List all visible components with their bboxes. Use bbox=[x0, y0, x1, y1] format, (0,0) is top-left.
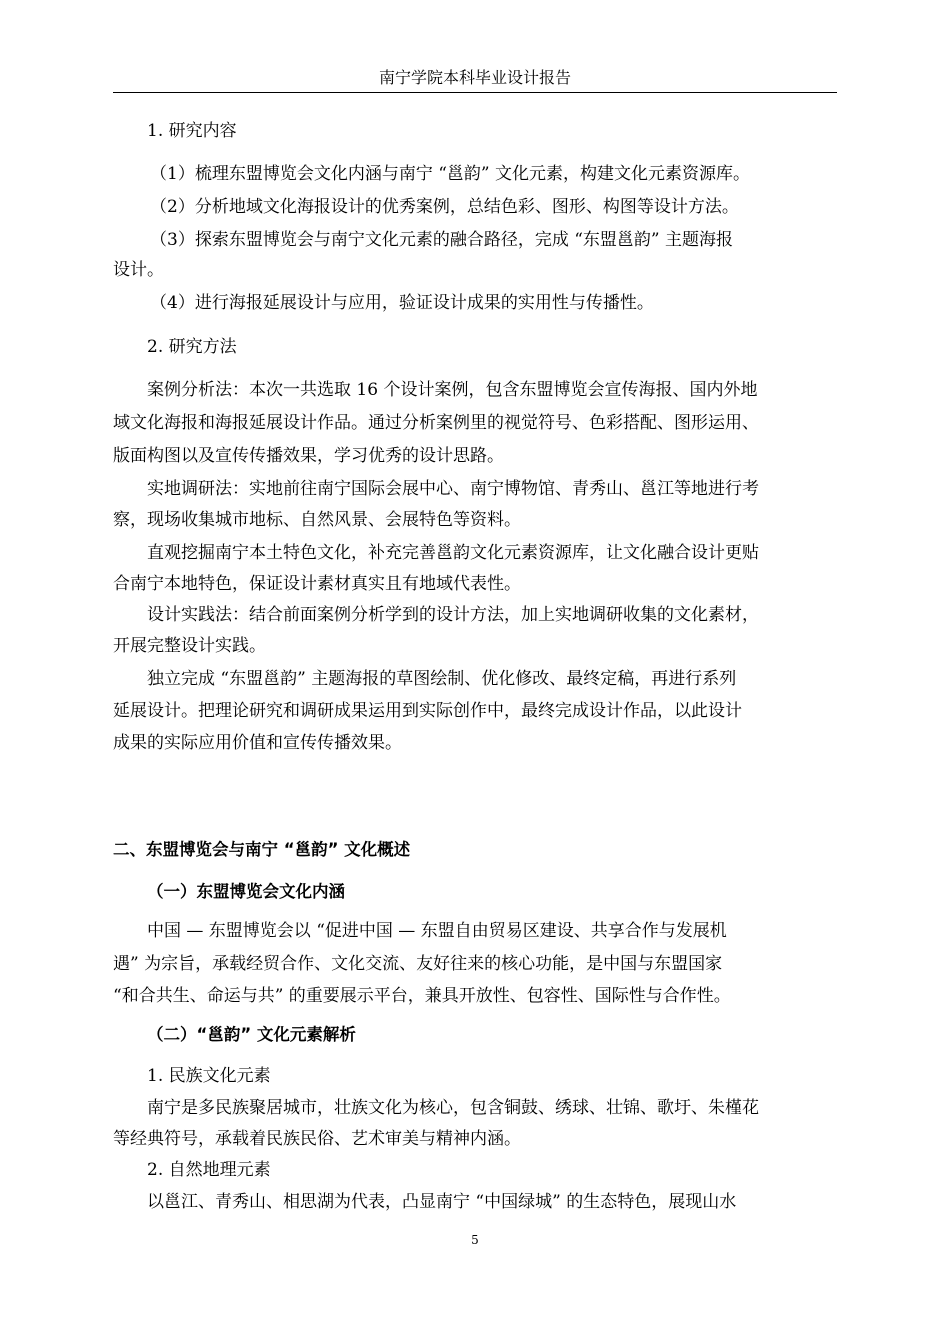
paragraph-line: 合南宁本地特色，保证设计素材真实且有地域代表性。 bbox=[113, 574, 521, 594]
paragraph-line: 设计实践法：结合前面案例分析学到的设计方法，加上实地调研收集的文化素材， bbox=[147, 605, 759, 625]
subheading-natural-geography: 2. 自然地理元素 bbox=[147, 1160, 271, 1180]
page-number: 5 bbox=[471, 1233, 479, 1247]
paragraph-line: 域文化海报和海报延展设计作品。通过分析案例里的视觉符号、色彩搭配、图形运用、 bbox=[113, 413, 759, 433]
list-item: （2）分析地域文化海报设计的优秀案例，总结色彩、图形、构图等设计方法。 bbox=[150, 197, 739, 217]
paragraph-line: 直观挖掘南宁本土特色文化，补充完善邕韵文化元素资源库，让文化融合设计更贴 bbox=[147, 543, 759, 563]
subheading-ethnic-culture: 1. 民族文化元素 bbox=[147, 1066, 271, 1086]
paragraph-line: 中国 — 东盟博览会以 “促进中国 — 东盟自由贸易区建设、共享合作与发展机 bbox=[147, 921, 727, 941]
paragraph-line: “和合共生、命运与共” 的重要展示平台，兼具开放性、包容性、国际性与合作性。 bbox=[113, 986, 731, 1006]
paragraph-line: 案例分析法：本次一共选取 16 个设计案例，包含东盟博览会宣传海报、国内外地 bbox=[147, 380, 758, 400]
paragraph-line: 开展完整设计实践。 bbox=[113, 636, 266, 656]
list-item: （3）探索东盟博览会与南宁文化元素的融合路径，完成 “东盟邕韵” 主题海报 bbox=[150, 230, 734, 250]
paragraph-line: 遇” 为宗旨，承载经贸合作、文化交流、友好往来的核心功能，是中国与东盟国家 bbox=[113, 954, 723, 974]
subheading-research-methods: 2. 研究方法 bbox=[147, 337, 237, 357]
paragraph-line: 实地调研法：实地前往南宁国际会展中心、南宁博物馆、青秀山、邕江等地进行考 bbox=[147, 479, 759, 499]
page-header-title: 南宁学院本科毕业设计报告 bbox=[378, 68, 571, 87]
list-item: （1）梳理东盟博览会文化内涵与南宁 “邕韵” 文化元素，构建文化元素资源库。 bbox=[150, 164, 751, 184]
paragraph-line: 成果的实际应用价值和宣传传播效果。 bbox=[113, 733, 402, 753]
header-rule bbox=[113, 92, 837, 93]
subheading-research-content: 1. 研究内容 bbox=[147, 121, 237, 141]
paragraph-line: 南宁是多民族聚居城市，壮族文化为核心，包含铜鼓、绣球、壮锦、歌圩、朱槿花 bbox=[147, 1098, 759, 1118]
list-item: （4）进行海报延展设计与应用，验证设计成果的实用性与传播性。 bbox=[150, 293, 654, 313]
paragraph-line: 独立完成 “东盟邕韵” 主题海报的草图绘制、优化修改、最终定稿，再进行系列 bbox=[147, 669, 737, 689]
list-item-continuation: 设计。 bbox=[113, 260, 164, 280]
paragraph-line: 以邕江、青秀山、相思湖为代表，凸显南宁 “中国绿城” 的生态特色，展现山水 bbox=[147, 1192, 737, 1212]
paragraph-line: 版面构图以及宣传传播效果，学习优秀的设计思路。 bbox=[113, 446, 504, 466]
paragraph-line: 等经典符号，承载着民族民俗、艺术审美与精神内涵。 bbox=[113, 1129, 521, 1149]
section-subheading: （一）东盟博览会文化内涵 bbox=[147, 882, 345, 901]
section-subheading: （二）“邕韵” 文化元素解析 bbox=[147, 1025, 356, 1044]
paragraph-line: 延展设计。把理论研究和调研成果运用到实际创作中，最终完成设计作品，以此设计 bbox=[113, 701, 742, 721]
section-heading: 二、东盟博览会与南宁 “邕韵” 文化概述 bbox=[113, 840, 411, 859]
paragraph-line: 察，现场收集城市地标、自然风景、会展特色等资料。 bbox=[113, 510, 521, 530]
